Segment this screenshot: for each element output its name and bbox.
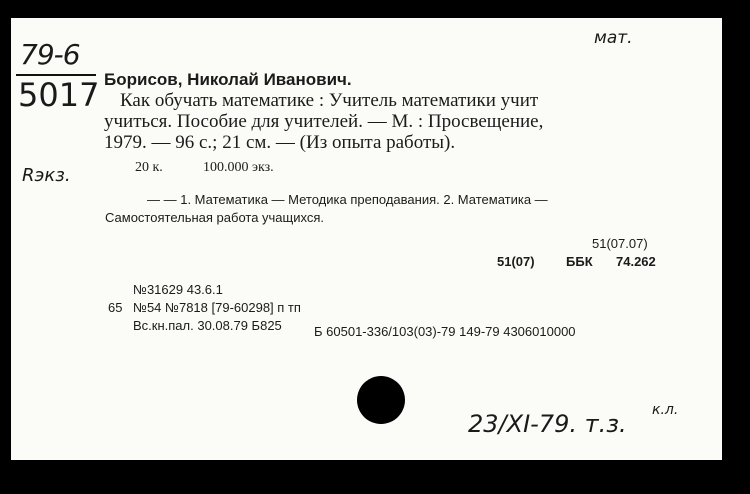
punch-hole — [357, 376, 405, 424]
call-number-top: 79-6 — [20, 38, 80, 71]
accession-date: 23/XI-79. т.з. — [468, 410, 627, 438]
print-run: 100.000 экз. — [203, 160, 274, 175]
udc-2: 51(07) — [497, 254, 535, 269]
footer-line-3: Вс.кн.пал. 30.08.79 Б825 — [133, 318, 282, 333]
title-line-2: учиться. Пособие для учителей. — М. : Просвещение, — [104, 111, 544, 132]
subjects-line-2: Самостоятельная работа учащихся. — [105, 210, 325, 225]
call-number-bottom: 5017 — [18, 76, 100, 114]
copies-note: Rэкз. — [22, 165, 71, 186]
bbk-value: 74.262 — [616, 254, 656, 269]
footer-line-2: №54 №7818 [79-60298] п тп — [133, 300, 301, 315]
title-line-3: 1979. — 96 с.; 21 см. — (Из опыта работы). — [104, 132, 456, 153]
subjects-line-1: — — 1. Математика — Методика преподавания. 2. Математика — — [147, 192, 548, 207]
author-heading: Борисов, Николай Иванович. — [104, 70, 352, 89]
udc-1: 51(07.07) — [592, 236, 648, 251]
title-line-1: Как обучать математике : Учитель математики учит — [120, 90, 539, 111]
footer-line-1: №31629 43.6.1 — [133, 282, 223, 297]
bbk-label: ББК — [566, 254, 593, 269]
subject-note: мат. — [594, 28, 633, 48]
footer-line-2-prefix: 65 — [108, 300, 123, 315]
initials-note: к.л. — [652, 402, 679, 418]
footer-line-4: Б 60501-336/103(03)-79 149-79 4306010000 — [314, 324, 576, 339]
price: 20 к. — [135, 160, 163, 175]
